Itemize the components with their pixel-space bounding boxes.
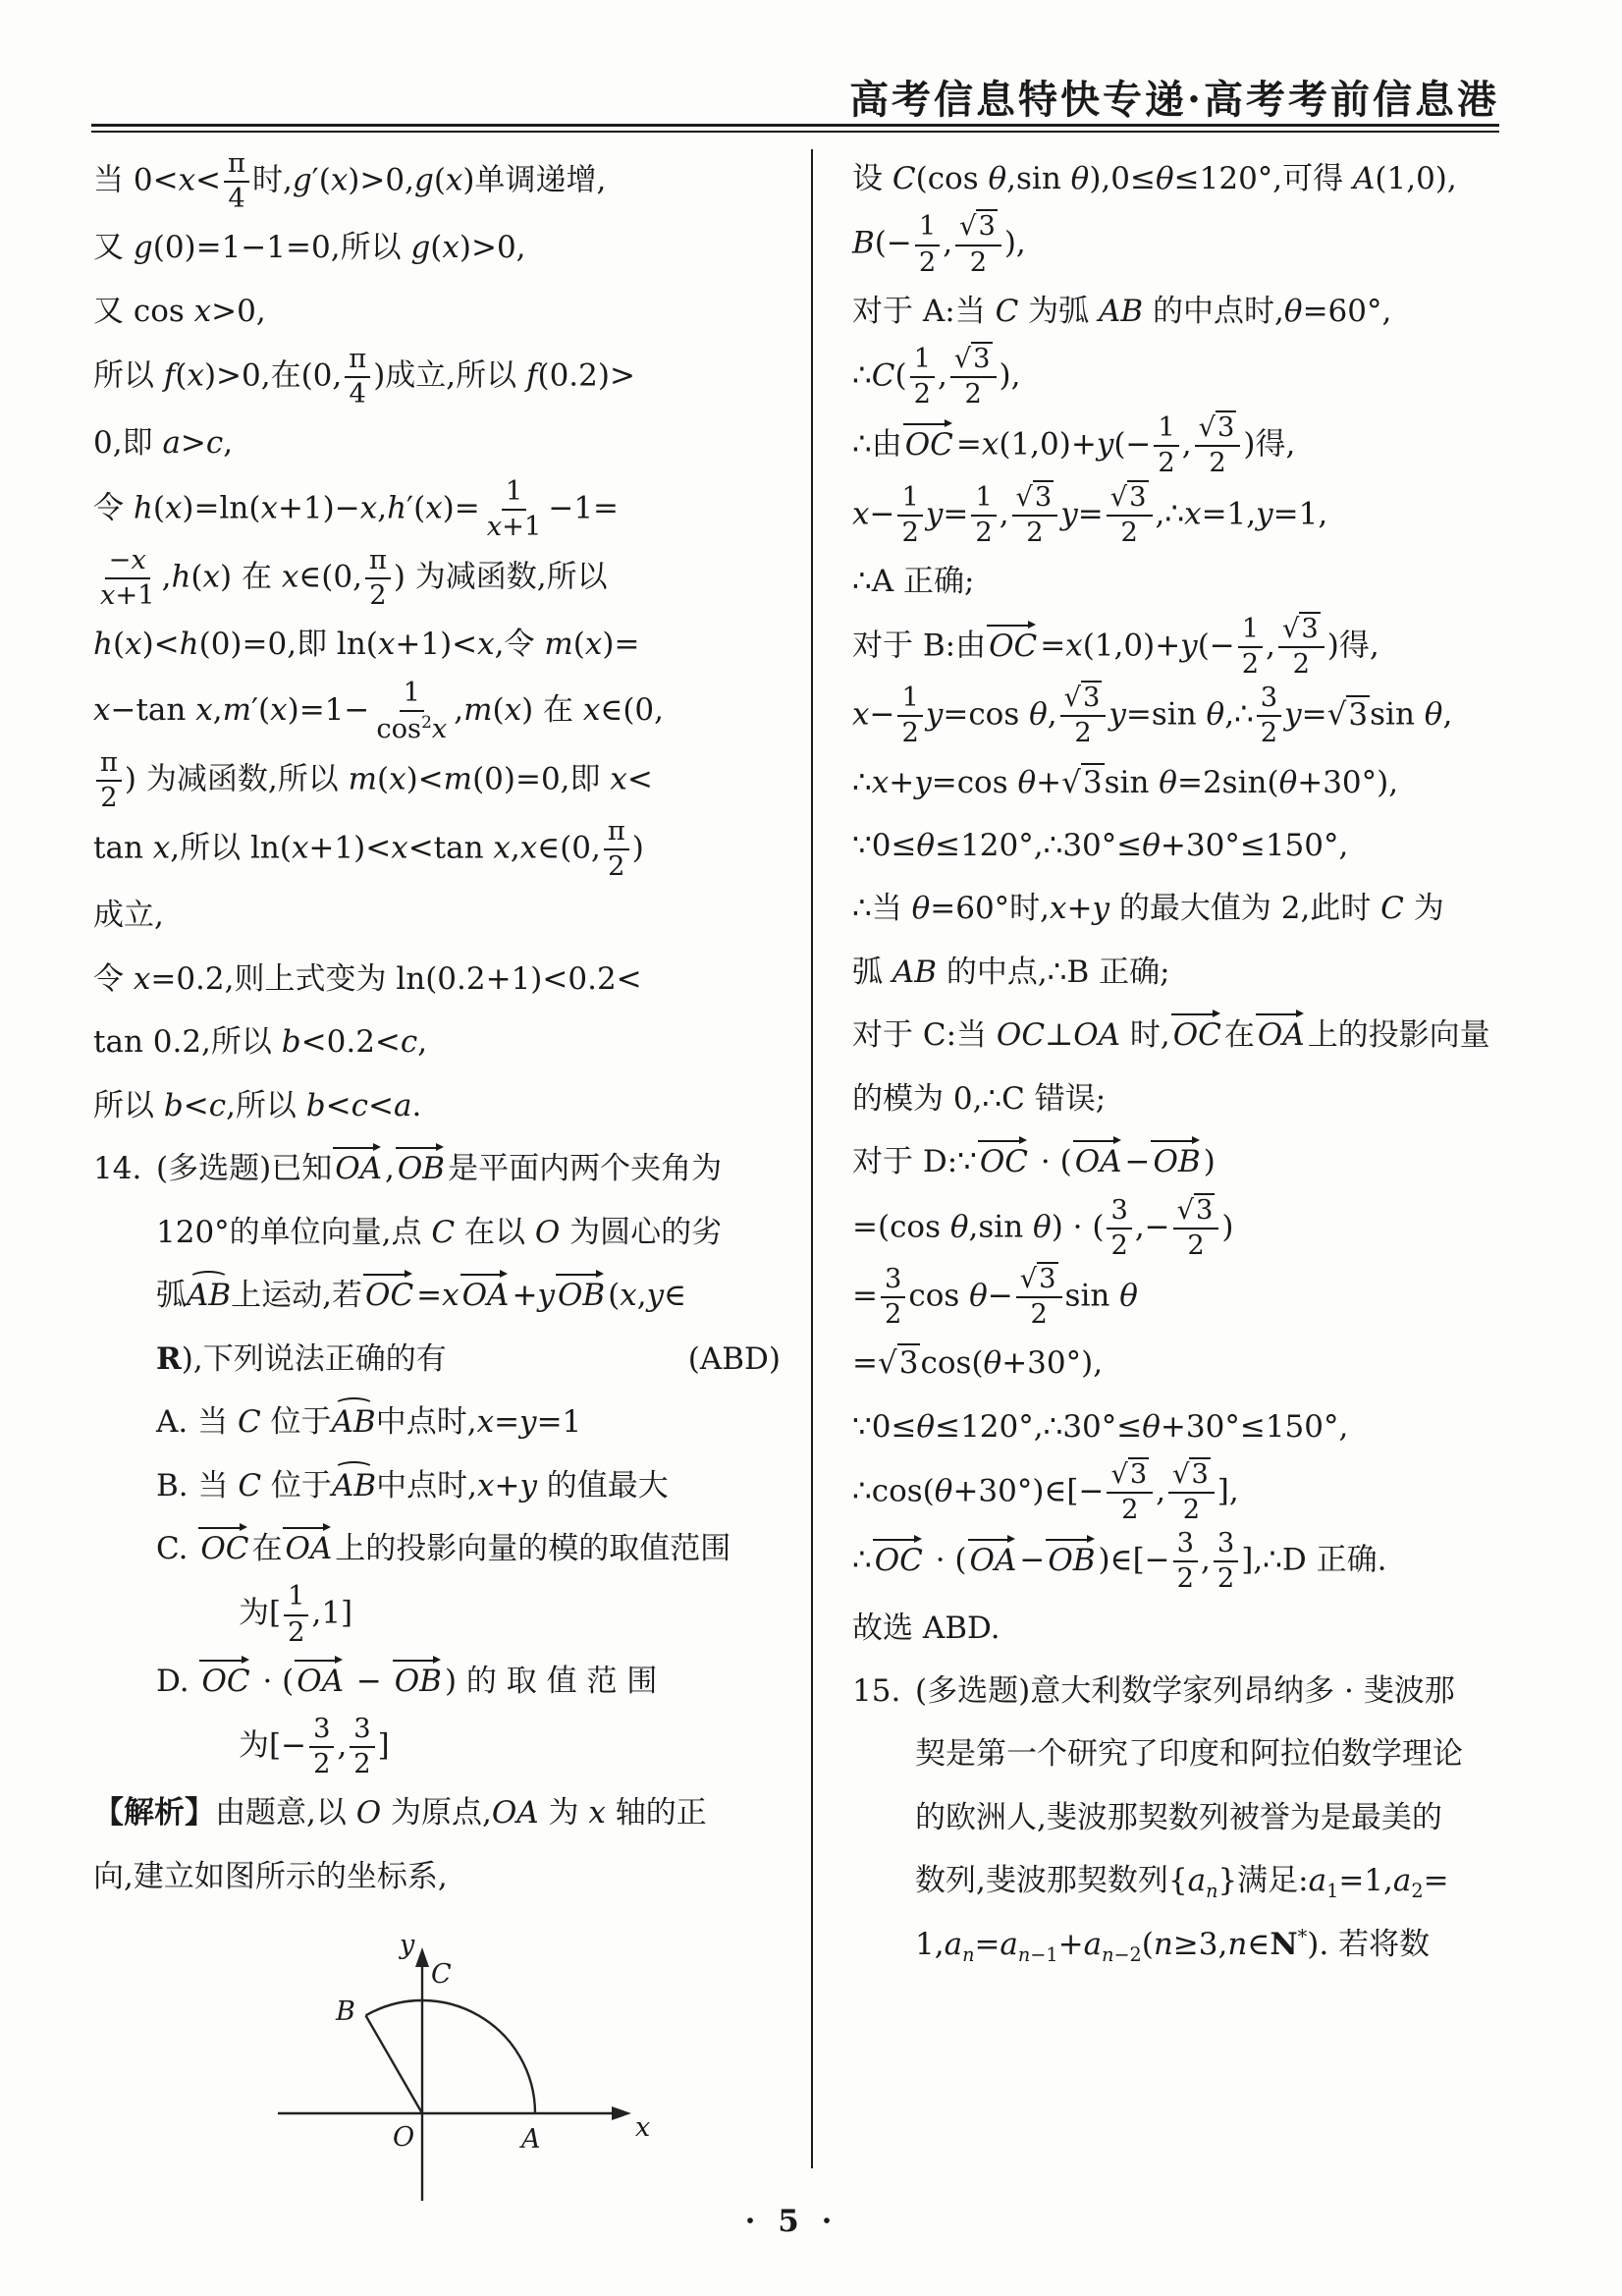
text-line: =(cos θ,sin θ) · ( $\frac{3}{2}$ ,− $\frac{√3}{2}$ ) bbox=[852, 1194, 1234, 1261]
text-line: ∴OC · (OA−OB)∈[− $\frac{3}{2}$ , $\frac{3}{2}$ ],∴D 正确. bbox=[852, 1528, 1387, 1595]
text-line: 的模为 0,∴C 错误; bbox=[852, 1080, 1107, 1117]
right-column-text bbox=[852, 147, 1534, 1976]
item-text: (多选题)已知OA,OB是平面内两个夹角为 bbox=[156, 1137, 781, 1200]
text-line: 【解析】由题意,以 O 为原点,OA 为 x 轴的正 bbox=[93, 1795, 707, 1831]
text-line: ∴cos(θ+30°)∈[− $\frac{√3}{2}$ , $\frac{√3}{2}$ ], bbox=[852, 1459, 1239, 1526]
diagram-label-y: y bbox=[400, 1930, 415, 1961]
text-line: ∵0≤θ≤120°,∴30°≤θ+30°≤150°, bbox=[852, 1408, 1349, 1445]
text-line: 弧 AB 的中点,∴B 正确; bbox=[852, 954, 1170, 990]
y-axis-arrow bbox=[415, 1947, 429, 1967]
column-divider bbox=[811, 149, 813, 2168]
left-column-text bbox=[93, 147, 781, 1908]
text-line: ∴C( $\frac{1}{2}$ , $\frac{√3}{2}$ ), bbox=[852, 344, 1021, 410]
text-line: tan 0.2,所以 b<0.2<c, bbox=[93, 1024, 428, 1061]
arc-ab bbox=[366, 2000, 536, 2113]
answer-badge: (ABD) bbox=[687, 1340, 781, 1377]
coordinate-diagram bbox=[241, 1922, 781, 2214]
text-line: 契是第一个研究了印度和阿拉伯数学理论 bbox=[915, 1736, 1463, 1773]
text-line: 弧AB上运动,若OC=xOA+yOB(x,y∈ bbox=[93, 1264, 781, 1327]
diagram-label-o: O bbox=[393, 2122, 415, 2154]
text-line: tan x,所以 ln(x+1)<x<tan x,x∈(0, $\frac{\pi}{2}$ ) bbox=[93, 816, 644, 883]
text-line: ∴当 θ=60°时,x+y 的最大值为 2,此时 C 为 bbox=[852, 891, 1444, 927]
text-line: B. 当 C 位于AB中点时,x+y 的值最大 bbox=[93, 1454, 781, 1517]
text-line: = $\frac{3}{2}$ cos θ− $\frac{√3}{2}$ sin θ bbox=[852, 1264, 1138, 1331]
text-line: $\frac{\pi}{2}$ ) 为减函数,所以 m(x)<m(0)=0,即 x< bbox=[93, 746, 781, 815]
text-line: $1,a_n=a_{n-1}+a_{n-2}(n\ge 3,n\in N^*)$. 若将数 bbox=[915, 1925, 1431, 1967]
text-line: 又 cos x>0, bbox=[93, 293, 266, 329]
text-line: 成立, bbox=[93, 898, 164, 934]
text-line: 对于 A:当 C 为弧 AB 的中点时,θ=60°, bbox=[852, 293, 1392, 329]
item-number: 14. bbox=[93, 1151, 142, 1187]
text-line: 120°的单位向量,点 C 在以 O 为圆心的劣 bbox=[156, 1214, 723, 1250]
text-line: ∵0≤θ≤120°,∴30°≤θ+30°≤150°, bbox=[852, 828, 1349, 863]
text-line: x− $\frac{1}{2}$ y= $\frac{1}{2}$ , $\frac{√3}{2}$ y= $\frac{√3}{2}$ ,∴x=1,y=1, bbox=[852, 481, 1328, 548]
question-text: R),下列说法正确的有 bbox=[156, 1340, 447, 1377]
text-line bbox=[93, 1328, 781, 1391]
right-column bbox=[852, 147, 1534, 1976]
text-line: 对于 B:由OC=x(1,0)+y(− $\frac{1}{2}$ , $\frac{√3}{2}$ )得, bbox=[852, 614, 1379, 681]
text-line: ∴由OC=x(1,0)+y(− $\frac{1}{2}$ , $\frac{√3}{2}$ )得, bbox=[852, 412, 1296, 479]
text-line: B(− $\frac{1}{2}$ , $\frac{√3}{2}$ ), bbox=[852, 211, 1026, 278]
text-line: 令 x=0.2,则上式变为 ln(0.2+1)<0.2< bbox=[93, 960, 642, 997]
text-line: 所以 b<c,所以 b<c<a. bbox=[93, 1087, 422, 1123]
item-text: (多选题)意大利数学家列昂纳多 · 斐波那 bbox=[915, 1672, 1455, 1709]
left-column bbox=[93, 147, 781, 2214]
diagram-label-b: B bbox=[336, 1996, 355, 2028]
text-line: =√3cos(θ+30°), bbox=[852, 1345, 1104, 1382]
header-rule bbox=[91, 124, 1499, 133]
text-line: 故选 ABD. bbox=[852, 1610, 1000, 1646]
text-line: 向,建立如图所示的坐标系, bbox=[93, 1858, 448, 1894]
text-line: h(x)<h(0)=0,即 ln(x+1)<x,令 m(x)= bbox=[93, 627, 640, 663]
text-line: 0,即 a>c, bbox=[93, 425, 234, 462]
text-line: 又 g(0)=1−1=0,所以 g(x)>0, bbox=[93, 230, 526, 266]
text-line: 所以 f(x)>0,在(0, $\frac{\pi}{4}$ )成立,所以 f(0.2)> bbox=[93, 344, 635, 410]
diagram-label-x: x bbox=[635, 2112, 651, 2144]
text-line: C. OC在OA上的投影向量的模的取值范围 bbox=[93, 1517, 781, 1580]
text-line: $\frac{-x}{x+1}$ ,h(x) 在 x∈(0, $\frac{\pi}{2}$ ) 为减函数,所以 bbox=[100, 544, 608, 612]
text-line: 为[− $\frac{3}{2}$ , $\frac{3}{2}$ ] bbox=[239, 1714, 390, 1780]
segment-ob bbox=[366, 2016, 423, 2114]
text-line: 对于 C:当 OC⊥OA 时,OC在OA上的投影向量 bbox=[852, 1004, 1534, 1066]
text-line: 对于 D:∵OC · (OA−OB) bbox=[852, 1130, 1534, 1193]
text-line: D. OC · (OA − OB) 的 取 值 范 围 bbox=[93, 1650, 781, 1713]
text-line: A. 当 C 位于AB中点时,x=y=1 bbox=[93, 1391, 781, 1453]
diagram-label-a: A bbox=[521, 2124, 541, 2156]
page-number: · 5 · bbox=[744, 2204, 838, 2239]
diagram-label-c: C bbox=[431, 1959, 452, 1991]
text-line: 当 0<x< $\frac{\pi}{4}$ 时,g′(x)>0,g(x)单调递增, bbox=[93, 148, 607, 215]
text-line: 数列,斐波那契数列$\{a_n\}$满足$:a_1=1,a_2=$ bbox=[915, 1863, 1449, 1903]
numbered-item-line bbox=[93, 1137, 781, 1200]
text-line: 令 h(x)=ln(x+1)−x,h′(x)= $\frac{1}{x+1}$ −1= bbox=[93, 475, 620, 542]
text-line: x− $\frac{1}{2}$ y=cos θ, $\frac{√3}{2}$ y=sin θ,∴ $\frac{3}{2}$ y=√3sin θ, bbox=[852, 683, 1453, 749]
x-axis-arrow bbox=[612, 2106, 631, 2120]
text-line: x−tan x,m′(x)=1− $\frac{1}{\cos^2x}$ ,m(x) 在 x∈(0, bbox=[93, 677, 664, 744]
page-header-title: 高考信息特快专递·高考考前信息港 bbox=[849, 77, 1499, 123]
item-number: 15. bbox=[852, 1672, 901, 1709]
text-line: 设 C(cos θ,sin θ),0≤θ≤120°,可得 A(1,0), bbox=[852, 161, 1457, 196]
text-line: 的欧洲人,斐波那契数列被誉为是最美的 bbox=[915, 1799, 1442, 1835]
text-line: ∴A 正确; bbox=[852, 563, 975, 599]
text-line: ∴x+y=cos θ+√3sin θ=2sin(θ+30°), bbox=[852, 764, 1399, 800]
numbered-item-line bbox=[852, 1660, 1534, 1722]
text-line: 为[ $\frac{1}{2}$ ,1] bbox=[239, 1581, 353, 1648]
